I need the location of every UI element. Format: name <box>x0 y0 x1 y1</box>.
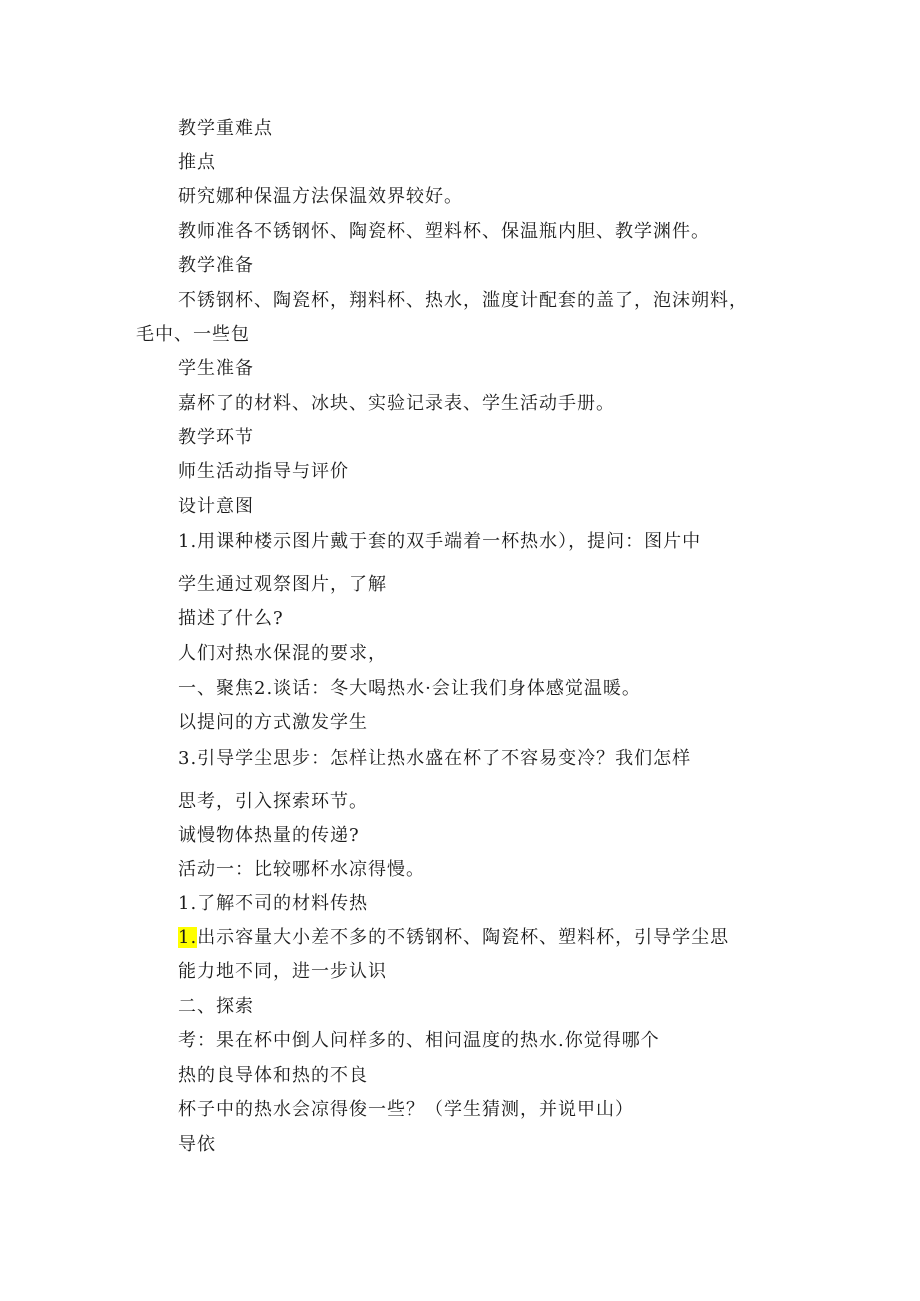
text-line-continuation: 毛中、一些包 <box>136 324 250 345</box>
text-line: 二、探索 <box>178 996 254 1017</box>
text-line: 一、聚焦2.谈话：冬大喝热水·会让我们身体感觉温暖。 <box>178 678 641 699</box>
text-line: 以提问的方式激发学生 <box>178 712 368 733</box>
text-line: 热的良导体和热的不良 <box>178 1065 368 1086</box>
text-line: 诚慢物体热量的传递? <box>178 825 360 846</box>
text-line: 学生通过观祭图片，了解 <box>178 574 387 595</box>
text-line: 杯子中的热水会凉得俊一些？（学生猜测，并说甲山） <box>178 1099 634 1120</box>
heading-teaching-stage: 教学环节 <box>178 427 254 448</box>
text-line: 3.引导学尘思步：怎样让热水盛在杯了不容易变冷？我们怎样 <box>178 748 692 769</box>
text-line: 考：果在杯中倒人问样多的、相问温度的热水.你觉得哪个 <box>178 1030 660 1051</box>
text-line: 思考，引入探索环节。 <box>178 791 368 812</box>
text-line: 嘉杯了的材料、冰块、实验记录表、学生活动手册。 <box>178 393 615 414</box>
text-line: 不锈钢杯、陶瓷杯，翔料杯、热水，滥度计配套的盖了，泡沫朔料， <box>178 290 748 311</box>
text-line-highlighted <box>178 926 729 950</box>
heading-teaching-key-points: 教学重难点 <box>178 118 273 139</box>
text-line: 描述了什么? <box>178 608 284 629</box>
text-line: 能力地不同，进一步认识 <box>178 961 387 982</box>
heading-teaching-preparation: 教学准备 <box>178 255 254 276</box>
text-line: 人们对热水保混的要求， <box>178 643 387 664</box>
text-line: 推点 <box>178 152 216 173</box>
heading-student-preparation: 学生准备 <box>178 358 254 379</box>
text-line: 1.了解不司的材料传热 <box>178 893 369 914</box>
text-segment: 出示容量大小差不多的不锈钢杯、陶瓷杯、塑料杯，引导学尘思 <box>197 927 730 948</box>
text-line: 教师准各不锈钢怀、陶瓷杯、塑料杯、保温瓶内胆、教学渊件。 <box>178 221 710 242</box>
text-line: 活动一：比较哪杯水凉得慢。 <box>178 859 425 880</box>
text-line: 研究娜种保温方法保温效界较好。 <box>178 186 463 207</box>
text-line: 导依 <box>178 1134 216 1155</box>
heading-design-intent: 设计意图 <box>178 496 254 517</box>
text-line: 1.用课种楼示图片戴于套的双手端着一杯热水），提问：图片中 <box>178 531 702 552</box>
highlighted-number: 1. <box>178 927 198 948</box>
heading-activity-guidance: 师生活动指导与评价 <box>178 461 349 482</box>
